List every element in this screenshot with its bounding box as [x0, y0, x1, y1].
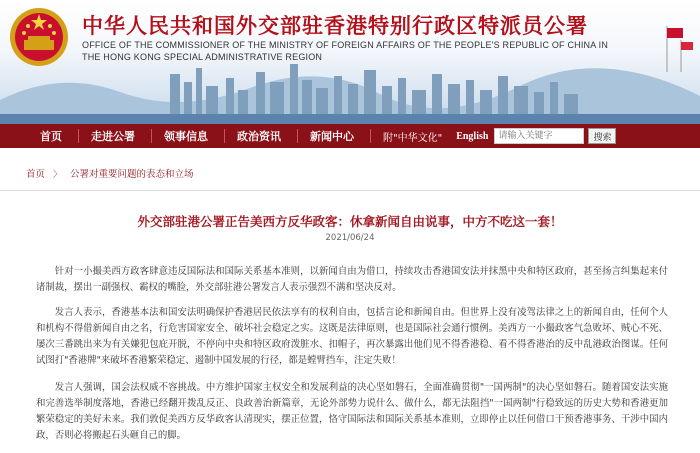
nav-home[interactable]: 首页 — [40, 130, 62, 143]
site-title: 中华人民共和国外交部驻香港特别行政区特派员公署 — [82, 14, 588, 38]
site-title-en-line2: THE HONG KONG SPECIAL ADMINISTRATIVE REGION — [82, 52, 323, 62]
nav-news[interactable]: 新闻中心 — [310, 130, 354, 143]
header-banner — [0, 0, 700, 124]
nav-politics[interactable]: 政治资讯 — [237, 130, 281, 143]
nav-divider — [370, 129, 371, 143]
nav-about[interactable]: 走进公署 — [91, 130, 135, 143]
breadcrumb-home[interactable]: 首页 — [26, 169, 46, 180]
flags-icon — [655, 22, 695, 72]
english-link[interactable]: English — [456, 130, 489, 142]
breadcrumb-current[interactable]: 公署对重要问题的表态和立场 — [70, 169, 194, 180]
article-date: 2021/06/24 — [325, 233, 375, 243]
nav-attachment-link[interactable]: 附"中华文化" — [383, 132, 443, 144]
chevron-right-icon: 〉 — [53, 169, 63, 180]
nav-divider — [151, 129, 152, 143]
national-emblem-icon — [8, 6, 70, 68]
divider — [0, 190, 700, 191]
article-paragraph: 针对一小撮美西方政客肆意违反国际法和国际关系基本准则，以新闻自由为借口，持续攻击香港国安法并抹黑中央和特区政府，甚至扬言纠集起来付诸制裁，摆出一副强权、霸权的嘴脸，外交部驻港公署发言人表示强烈不满和坚决反对。 — [36, 266, 668, 293]
article-title: 外交部驻港公署正告美西方反华政客：休拿新闻自由说事，中方不吃这一套！ — [137, 214, 563, 229]
article-paragraph: 发言人强调，国会法权威不容挑战。中方维护国家主权安全和发展利益的决心坚如磐石，全面准确贯彻"一国两制"的决心坚如磐石。随着国安法实施和完善选举制度落地，香港已经翻开拨乱反正、良政善治新篇章，无论外部势力说什么、做什么，都无法阻挡"一国两制"行稳致远的历史大势和香港更加繁荣稳定的美好未来。我们敦促美西方反华政客认清现实，摆正位置，恪守国际法和国际关系基本准则，立即停止以任何借口干预香港事务、干涉中国内政，否则必将搬起石头砸自己的脚。 — [36, 382, 668, 441]
search-input[interactable] — [494, 128, 584, 144]
main-nav — [0, 124, 700, 148]
article-paragraph: 发言人表示，香港基本法和国安法明确保护香港居民依法享有的权利自由，包括言论和新闻自由。但世界上没有凌驾法律之上的新闻自由，任何个人和机构不得借新闻自由之名，行危害国家安全、破坏社会稳定之实。这既是法律原则，也是国际社会通行惯例。美西方一小撮政客气急败坏、贼心不死、屡次三番跳出来为有关嫌犯包庇开脱，不停向中央和特区政府泼脏水、扣帽子，再次暴露出他们见不得香港稳、看不得香港治的反中乱港政治图谋。任何试图打"香港牌"来破坏香港繁荣稳定、遏制中国发展的行径，都是螳臂挡车，注定失败！ — [36, 307, 668, 366]
breadcrumb — [0, 162, 700, 184]
search-button[interactable]: 搜索 — [588, 128, 616, 144]
city-skyline-image — [0, 60, 700, 124]
site-title-en-line1: OFFICE OF THE COMMISSIONER OF THE MINISTRY OF FOREIGN AFFAIRS OF THE PEOPLE'S REPUBLIC OF CHINA IN — [82, 40, 609, 50]
nav-divider — [224, 129, 225, 143]
nav-divider — [297, 129, 298, 143]
nav-consular[interactable]: 领事信息 — [164, 130, 208, 143]
nav-divider — [78, 129, 79, 143]
